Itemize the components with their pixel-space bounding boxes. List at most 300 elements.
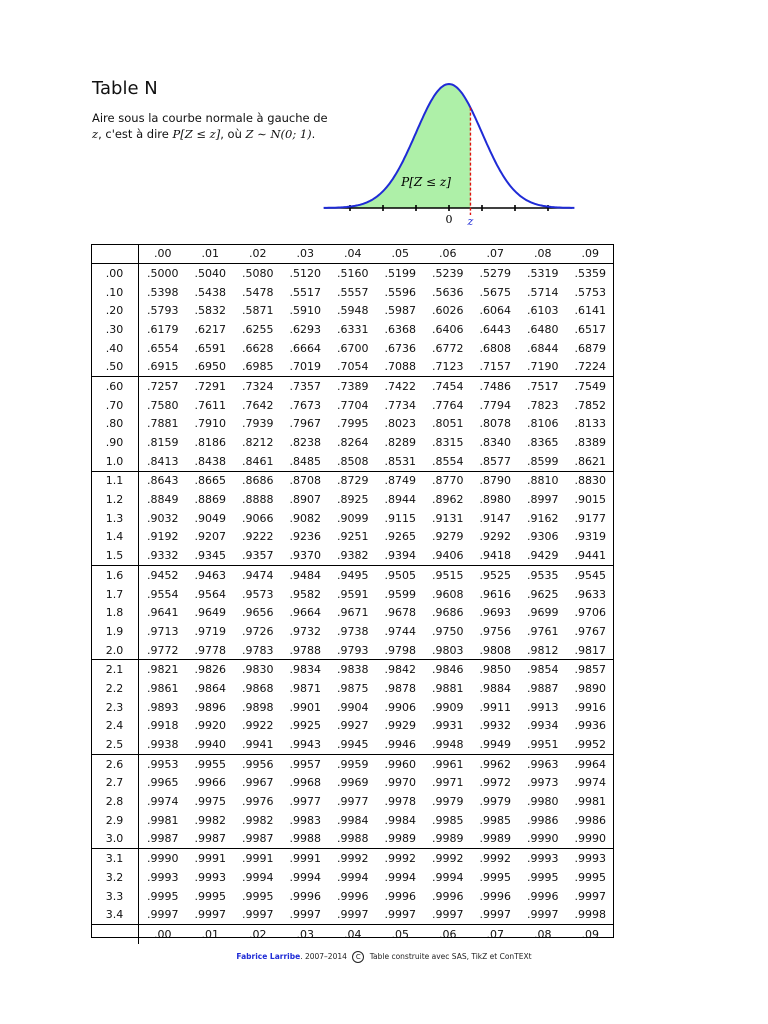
table-cell: .9961 xyxy=(424,754,472,773)
table-cell: .8643 xyxy=(139,471,187,490)
table-cell: .9641 xyxy=(147,606,179,620)
table-cell: .9222 xyxy=(242,530,274,544)
table-cell: .9989 xyxy=(479,832,511,846)
table-cell: .9345 xyxy=(194,549,226,563)
table-cell: .9965 xyxy=(147,776,179,790)
table-cell: .9994 xyxy=(384,870,416,884)
table-cell: .9932 xyxy=(479,719,511,733)
table-cell: .9767 xyxy=(574,624,606,638)
description-z: z xyxy=(92,127,99,141)
table-cell: .9985 xyxy=(479,813,511,827)
table-cell: .6772 xyxy=(432,341,464,355)
row-label: 2.0 xyxy=(91,641,139,660)
table-row xyxy=(91,868,614,887)
table-row xyxy=(91,905,614,924)
table-cell: .8023 xyxy=(384,417,416,431)
table-cell: .9976 xyxy=(242,795,274,809)
table-cell: .9649 xyxy=(194,606,226,620)
table-cell: .9946 xyxy=(384,738,416,752)
table-cell: .9920 xyxy=(194,719,226,733)
table-cell: .9803 xyxy=(432,643,464,657)
table-cell: .9922 xyxy=(242,719,274,733)
table-row xyxy=(91,377,614,396)
row-label: 3.4 xyxy=(91,905,139,924)
table-cell: .6554 xyxy=(147,341,179,355)
table-row xyxy=(91,830,614,849)
table-cell: .9656 xyxy=(242,606,274,620)
table-cell: .9993 xyxy=(147,870,179,884)
table-cell: .5359 xyxy=(574,266,606,280)
table-cell: .7881 xyxy=(147,417,179,431)
table-row xyxy=(91,433,614,452)
row-label: 1.7 xyxy=(91,585,139,604)
table-cell: .9997 xyxy=(574,889,606,903)
table-cell: .9896 xyxy=(194,700,226,714)
table-cell: .9997 xyxy=(194,908,226,922)
table-cell: .6736 xyxy=(384,341,416,355)
table-cell: .9573 xyxy=(242,587,274,601)
table-cell: .9959 xyxy=(329,754,377,773)
table-cell: .9978 xyxy=(384,795,416,809)
table-cell: .8461 xyxy=(242,454,274,468)
table-cell: .9732 xyxy=(289,624,321,638)
table-cell: .5596 xyxy=(384,285,416,299)
table-cell: .7019 xyxy=(289,360,321,374)
table-cell: .9970 xyxy=(384,776,416,790)
table-cell: .9082 xyxy=(289,511,321,525)
table-cell: .9997 xyxy=(384,908,416,922)
table-cell: .5160 xyxy=(337,266,369,280)
table-cell: .9817 xyxy=(574,643,606,657)
table-cell: .9591 xyxy=(337,587,369,601)
table-cell: .9357 xyxy=(242,549,274,563)
column-header: .07 xyxy=(472,925,520,945)
copyright-icon: C xyxy=(352,951,364,963)
footer-row xyxy=(91,925,614,945)
table-cell: .9582 xyxy=(289,587,321,601)
table-cell: .9992 xyxy=(424,849,472,868)
table-cell: .9798 xyxy=(384,643,416,657)
footer-author: Fabrice Larribe xyxy=(236,952,301,961)
table-cell: .7580 xyxy=(147,398,179,412)
table-cell: .9993 xyxy=(567,849,615,868)
table-cell: .9772 xyxy=(147,643,179,657)
table-cell: .8078 xyxy=(479,417,511,431)
table-cell: .9994 xyxy=(432,870,464,884)
table-cell: .8133 xyxy=(574,417,606,431)
table-cell: .9251 xyxy=(337,530,369,544)
table-row xyxy=(91,660,614,679)
description-probability: P[Z ≤ z] xyxy=(172,127,221,141)
table-cell: .9115 xyxy=(384,511,416,525)
table-cell: .9984 xyxy=(384,813,416,827)
table-cell: .9995 xyxy=(479,870,511,884)
table-cell: .8212 xyxy=(242,436,274,450)
table-cell: .9988 xyxy=(337,832,369,846)
table-cell: .9975 xyxy=(194,795,226,809)
table-cell: .9616 xyxy=(479,587,511,601)
table-cell: .7157 xyxy=(479,360,511,374)
column-header: .08 xyxy=(519,925,567,945)
table-cell: .7734 xyxy=(384,398,416,412)
table-cell: .9783 xyxy=(242,643,274,657)
table-row xyxy=(91,528,614,547)
table-cell: .9857 xyxy=(567,660,615,679)
table-cell: .7357 xyxy=(282,377,330,396)
column-header: .03 xyxy=(282,244,330,264)
row-label: 3.1 xyxy=(91,849,139,868)
table-cell: .7642 xyxy=(242,398,274,412)
table-cell: .9599 xyxy=(384,587,416,601)
table-cell: .9997 xyxy=(147,908,179,922)
table-row xyxy=(91,641,614,660)
table-cell: .9861 xyxy=(147,681,179,695)
table-cell: .9719 xyxy=(194,624,226,638)
row-label: 2.3 xyxy=(91,698,139,717)
table-row xyxy=(91,415,614,434)
table-cell: .9992 xyxy=(377,849,425,868)
table-cell: .8413 xyxy=(147,454,179,468)
table-cell: .9990 xyxy=(527,832,559,846)
row-label: .40 xyxy=(91,339,139,358)
table-cell: .9996 xyxy=(432,889,464,903)
row-label: 2.1 xyxy=(91,660,139,679)
table-cell: .9996 xyxy=(384,889,416,903)
table-cell: .9893 xyxy=(147,700,179,714)
table-cell: .9960 xyxy=(377,754,425,773)
table-cell: .9236 xyxy=(289,530,321,544)
table-cell: .6217 xyxy=(194,322,226,336)
table-cell: .9945 xyxy=(337,738,369,752)
row-label xyxy=(91,925,139,945)
table-cell: .7088 xyxy=(384,360,416,374)
column-header: .06 xyxy=(424,925,472,945)
table-cell: .5398 xyxy=(147,285,179,299)
table-cell: .7389 xyxy=(329,377,377,396)
table-cell: .9066 xyxy=(242,511,274,525)
table-cell: .9979 xyxy=(432,795,464,809)
table-cell: .9292 xyxy=(479,530,511,544)
table-cell: .9793 xyxy=(337,643,369,657)
table-row xyxy=(91,546,614,565)
description-distribution: Z ∼ N(0; 1) xyxy=(245,127,312,141)
table-cell: .9821 xyxy=(139,660,187,679)
zero-label: 0 xyxy=(445,213,453,226)
table-cell: .8665 xyxy=(187,471,235,490)
table-cell: .9943 xyxy=(289,738,321,752)
row-label: .10 xyxy=(91,283,139,302)
table-cell: .8708 xyxy=(282,471,330,490)
table-cell: .7257 xyxy=(139,377,187,396)
table-cell: .8238 xyxy=(289,436,321,450)
table-cell: .9279 xyxy=(432,530,464,544)
table-row xyxy=(91,301,614,320)
table-cell: .8485 xyxy=(289,454,321,468)
table-cell: .9925 xyxy=(289,719,321,733)
row-label: 1.3 xyxy=(91,509,139,528)
table-cell: .9901 xyxy=(289,700,321,714)
table-cell: .9906 xyxy=(384,700,416,714)
row-label: 1.4 xyxy=(91,528,139,547)
table-cell: .6700 xyxy=(337,341,369,355)
table-cell: .9964 xyxy=(567,754,615,773)
table-row xyxy=(91,566,614,585)
table-cell: .9995 xyxy=(574,870,606,884)
table-cell: .9664 xyxy=(289,606,321,620)
table-cell: .9995 xyxy=(242,889,274,903)
table-cell: .9981 xyxy=(147,813,179,827)
table-cell: .9974 xyxy=(574,776,606,790)
table-cell: .9980 xyxy=(527,795,559,809)
table-cell: .9987 xyxy=(194,832,226,846)
table-cell: .9846 xyxy=(424,660,472,679)
probability-label: P[Z ≤ z] xyxy=(401,175,451,189)
footer-years: . 2007–2014 xyxy=(300,952,347,961)
table-cell: .5871 xyxy=(242,304,274,318)
table-cell: .5199 xyxy=(384,266,416,280)
table-cell: .9962 xyxy=(472,754,520,773)
table-cell: .7939 xyxy=(242,417,274,431)
table-cell: .9968 xyxy=(289,776,321,790)
table-row xyxy=(91,471,614,490)
table-cell: .9887 xyxy=(527,681,559,695)
table-cell: .9934 xyxy=(527,719,559,733)
table-cell: .8729 xyxy=(329,471,377,490)
table-cell: .5517 xyxy=(289,285,321,299)
table-cell: .7967 xyxy=(289,417,321,431)
table-cell: .9699 xyxy=(527,606,559,620)
table-cell: .7704 xyxy=(337,398,369,412)
table-cell: .9756 xyxy=(479,624,511,638)
table-cell: .9983 xyxy=(289,813,321,827)
table-cell: .9177 xyxy=(574,511,606,525)
table-row xyxy=(91,396,614,415)
row-label: 2.7 xyxy=(91,774,139,793)
table-cell: .6255 xyxy=(242,322,274,336)
table-row xyxy=(91,585,614,604)
table-cell: .9484 xyxy=(282,566,330,585)
table-cell: .9997 xyxy=(432,908,464,922)
row-label: 2.9 xyxy=(91,811,139,830)
table-cell: .8980 xyxy=(479,493,511,507)
row-label: 3.0 xyxy=(91,830,139,849)
table-cell: .9693 xyxy=(479,606,511,620)
table-cell: .9969 xyxy=(337,776,369,790)
table-cell: .9875 xyxy=(337,681,369,695)
table-cell: .6808 xyxy=(479,341,511,355)
table-cell: .7794 xyxy=(479,398,511,412)
table-cell: .6664 xyxy=(289,341,321,355)
table-cell: .9678 xyxy=(384,606,416,620)
table-cell: .9713 xyxy=(147,624,179,638)
table-cell: .8944 xyxy=(384,493,416,507)
table-cell: .9994 xyxy=(242,870,274,884)
table-cell: .7517 xyxy=(519,377,567,396)
table-cell: .9834 xyxy=(282,660,330,679)
table-cell: .6443 xyxy=(479,322,511,336)
table-cell: .9192 xyxy=(147,530,179,544)
table-cell: .9406 xyxy=(432,549,464,563)
table-cell: .9871 xyxy=(289,681,321,695)
table-cell: .7673 xyxy=(289,398,321,412)
table-cell: .9977 xyxy=(289,795,321,809)
table-cell: .7054 xyxy=(337,360,369,374)
table-cell: .9913 xyxy=(527,700,559,714)
table-cell: .9726 xyxy=(242,624,274,638)
table-cell: .9948 xyxy=(432,738,464,752)
table-cell: .7454 xyxy=(424,377,472,396)
column-header: .00 xyxy=(139,925,187,945)
table-cell: .9554 xyxy=(147,587,179,601)
table-cell: .8508 xyxy=(337,454,369,468)
table-cell: .9993 xyxy=(519,849,567,868)
table-cell: .6985 xyxy=(242,360,274,374)
table-cell: .9955 xyxy=(187,754,235,773)
table-row xyxy=(91,490,614,509)
table-cell: .6026 xyxy=(432,304,464,318)
table-cell: .9738 xyxy=(337,624,369,638)
table-cell: .7611 xyxy=(194,398,226,412)
row-label: 1.0 xyxy=(91,452,139,471)
row-label: 2.8 xyxy=(91,792,139,811)
table-cell: .9319 xyxy=(574,530,606,544)
table-cell: .9761 xyxy=(527,624,559,638)
table-cell: .9994 xyxy=(337,870,369,884)
table-cell: .9545 xyxy=(567,566,615,585)
table-cell: .9452 xyxy=(139,566,187,585)
table-cell: .7291 xyxy=(187,377,235,396)
row-label: 1.5 xyxy=(91,546,139,565)
table-cell: .9995 xyxy=(527,870,559,884)
table-cell: .8749 xyxy=(377,471,425,490)
table-cell: .8531 xyxy=(384,454,416,468)
table-cell: .5478 xyxy=(242,285,274,299)
table-cell: .6480 xyxy=(527,322,559,336)
table-cell: .6331 xyxy=(337,322,369,336)
table-row xyxy=(91,679,614,698)
table-cell: .7422 xyxy=(377,377,425,396)
table-cell: .9956 xyxy=(234,754,282,773)
table-cell: .9706 xyxy=(574,606,606,620)
table-cell: .5239 xyxy=(432,266,464,280)
table-cell: .9535 xyxy=(519,566,567,585)
table-cell: .9147 xyxy=(479,511,511,525)
table-cell: .9972 xyxy=(479,776,511,790)
table-cell: .9838 xyxy=(329,660,377,679)
column-header: .05 xyxy=(377,925,425,945)
table-cell: .9911 xyxy=(479,700,511,714)
table-cell: .9988 xyxy=(289,832,321,846)
row-label: .00 xyxy=(91,264,139,283)
table-cell: .9868 xyxy=(242,681,274,695)
table-cell: .9898 xyxy=(242,700,274,714)
table-cell: .9826 xyxy=(187,660,235,679)
table-cell: .9986 xyxy=(574,813,606,827)
table-cell: .9938 xyxy=(147,738,179,752)
table-cell: .9949 xyxy=(479,738,511,752)
table-cell: .9495 xyxy=(329,566,377,585)
table-cell: .8925 xyxy=(337,493,369,507)
table-cell: .9997 xyxy=(242,908,274,922)
table-cell: .9967 xyxy=(242,776,274,790)
table-cell: .9995 xyxy=(194,889,226,903)
table-cell: .9778 xyxy=(194,643,226,657)
table-cell: .6591 xyxy=(194,341,226,355)
table-cell: .5832 xyxy=(194,304,226,318)
column-header: .08 xyxy=(519,244,567,264)
table-cell: .9429 xyxy=(527,549,559,563)
table-cell: .8186 xyxy=(194,436,226,450)
table-cell: .9671 xyxy=(337,606,369,620)
table-cell: .6517 xyxy=(574,322,606,336)
header-row xyxy=(91,244,614,264)
table-cell: .7486 xyxy=(472,377,520,396)
table-cell: .9992 xyxy=(329,849,377,868)
table-cell: .9564 xyxy=(194,587,226,601)
table-cell: .7190 xyxy=(527,360,559,374)
table-cell: .9981 xyxy=(574,795,606,809)
table-cell: .9032 xyxy=(147,511,179,525)
table-cell: .5279 xyxy=(479,266,511,280)
table-cell: .9990 xyxy=(574,832,606,846)
table-cell: .8599 xyxy=(527,454,559,468)
table-cell: .6844 xyxy=(527,341,559,355)
table-cell: .9929 xyxy=(384,719,416,733)
table-cell: .6293 xyxy=(289,322,321,336)
table-cell: .5910 xyxy=(289,304,321,318)
table-cell: .9131 xyxy=(432,511,464,525)
table-cell: .9306 xyxy=(527,530,559,544)
table-cell: .9987 xyxy=(147,832,179,846)
table-cell: .7910 xyxy=(194,417,226,431)
table-cell: .5319 xyxy=(527,266,559,280)
row-label: 2.5 xyxy=(91,735,139,754)
row-label: 1.9 xyxy=(91,622,139,641)
table-cell: .9957 xyxy=(282,754,330,773)
table-cell: .9525 xyxy=(472,566,520,585)
table-cell: .9842 xyxy=(377,660,425,679)
table-cell: .9991 xyxy=(282,849,330,868)
table-cell: .9505 xyxy=(377,566,425,585)
table-cell: .9973 xyxy=(527,776,559,790)
row-label: .50 xyxy=(91,357,139,376)
table-cell: .9881 xyxy=(432,681,464,695)
column-header: .00 xyxy=(139,244,187,264)
table-cell: .7764 xyxy=(432,398,464,412)
table-row xyxy=(91,811,614,830)
table-cell: .8790 xyxy=(472,471,520,490)
row-label: 2.4 xyxy=(91,717,139,736)
table-cell: .9989 xyxy=(432,832,464,846)
table-row xyxy=(91,887,614,906)
table-cell: .9992 xyxy=(472,849,520,868)
table-cell: .9162 xyxy=(527,511,559,525)
table-cell: .9991 xyxy=(187,849,235,868)
table-cell: .9971 xyxy=(432,776,464,790)
table-cell: .9686 xyxy=(432,606,464,620)
column-header: .04 xyxy=(329,244,377,264)
table-cell: .8907 xyxy=(289,493,321,507)
table-cell: .9974 xyxy=(147,795,179,809)
table-row xyxy=(91,603,614,622)
table-cell: .9953 xyxy=(139,754,187,773)
table-cell: .5948 xyxy=(337,304,369,318)
table-cell: .6103 xyxy=(527,304,559,318)
table-cell: .9830 xyxy=(234,660,282,679)
table-cell: .9936 xyxy=(574,719,606,733)
description-line-1: Aire sous la courbe normale à gauche de xyxy=(92,111,328,125)
table-cell: .7324 xyxy=(234,377,282,396)
